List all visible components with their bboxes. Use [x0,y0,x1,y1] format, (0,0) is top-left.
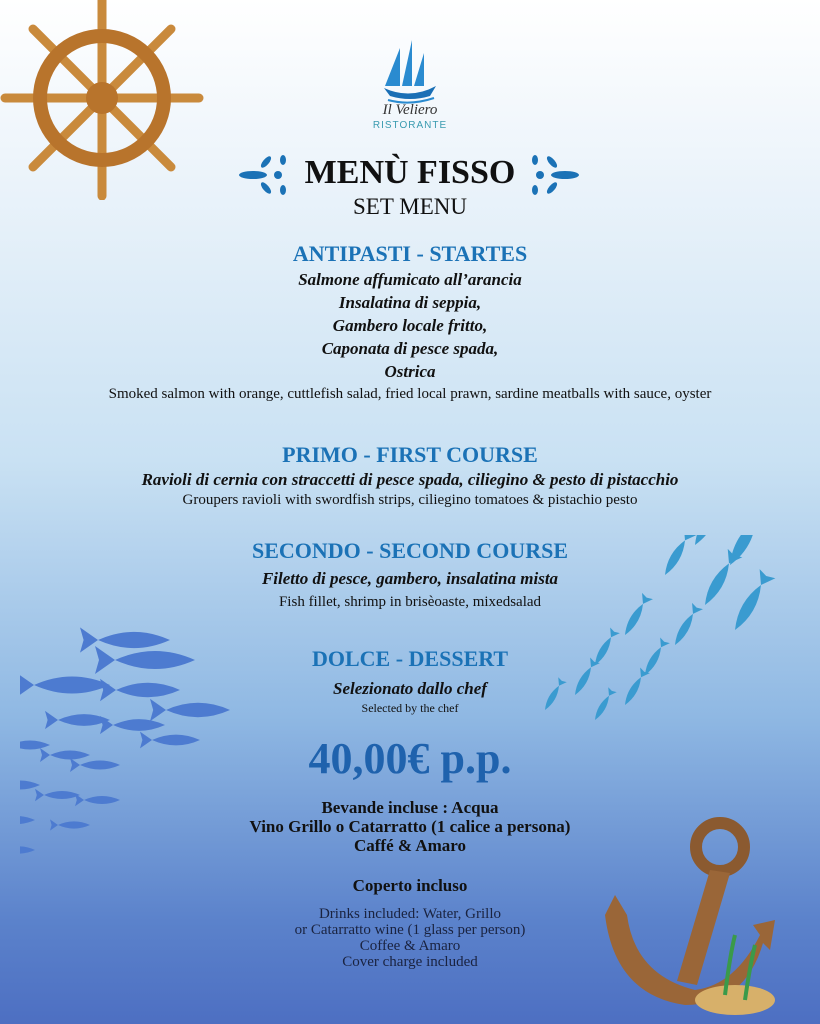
menu-item: Selezionato dallo chef [333,679,487,698]
cover-included: Coperto incluso [352,876,468,895]
menu-item: Gambero locale fritto, [332,316,488,335]
section-heading: PRIMO - FIRST COURSE [282,442,538,467]
fish-icon [698,549,743,609]
anchor-icon [585,815,795,1024]
menu-item: Ravioli di cernia con straccetti di pesce spada, ciliegino & pesto di pistacchio [141,470,679,489]
english-description: Smoked salmon with orange, cuttlefish salad, fried local prawn, sardine meatballs with sauce, oyster [108,386,712,402]
english-drinks-line: Cover charge included [342,954,478,970]
fish-icon [659,535,696,579]
drinks-line: Vino Grillo o Catarratto (1 calice a persona) [249,817,571,836]
page-title: MENÙ FISSO [304,154,516,191]
english-description: Groupers ravioli with swordfish strips, ciliegino tomatoes & pistachio pesto [182,492,638,508]
english-drinks-line: Coffee & Amaro [359,938,461,954]
page-subtitle: SET MENU [353,194,467,219]
drinks-line: Caffé & Amaro [353,836,467,855]
english-description: Selected by the chef [361,701,459,715]
section-heading: DOLCE - DESSERT [311,646,509,671]
logo-subtitle: RISTORANTE [372,120,448,131]
fish-icon [670,603,703,648]
fish-icon [620,593,653,638]
price: 40,00€ p.p. [308,734,512,783]
fish-icon [100,716,165,734]
logo-name: Il Veliero [382,102,438,118]
menu-item: Filetto di pesce, gambero, insalatina mista [261,569,559,588]
sailboat-logo-icon [380,38,440,108]
menu-item: Insalatina di seppia, [338,293,482,312]
english-drinks-line: or Catarratto wine (1 glass per person) [294,922,526,938]
menu-item: Ostrica [384,362,436,381]
menu-item: Caponata di pesce spada, [321,339,499,358]
english-description: Fish fillet, shrimp in brisèoaste, mixedsalad [278,594,542,610]
fish-icon [688,535,733,549]
fish-icon [727,569,775,634]
section-heading: ANTIPASTI - STARTES [292,241,528,266]
section-heading: SECONDO - SECOND COURSE [252,538,568,563]
english-drinks-line: Drinks included: Water, Grillo [318,906,502,922]
menu-item: Salmone affumicato all’arancia [298,270,522,289]
drinks-line: Bevande incluse : Acqua [321,798,499,817]
